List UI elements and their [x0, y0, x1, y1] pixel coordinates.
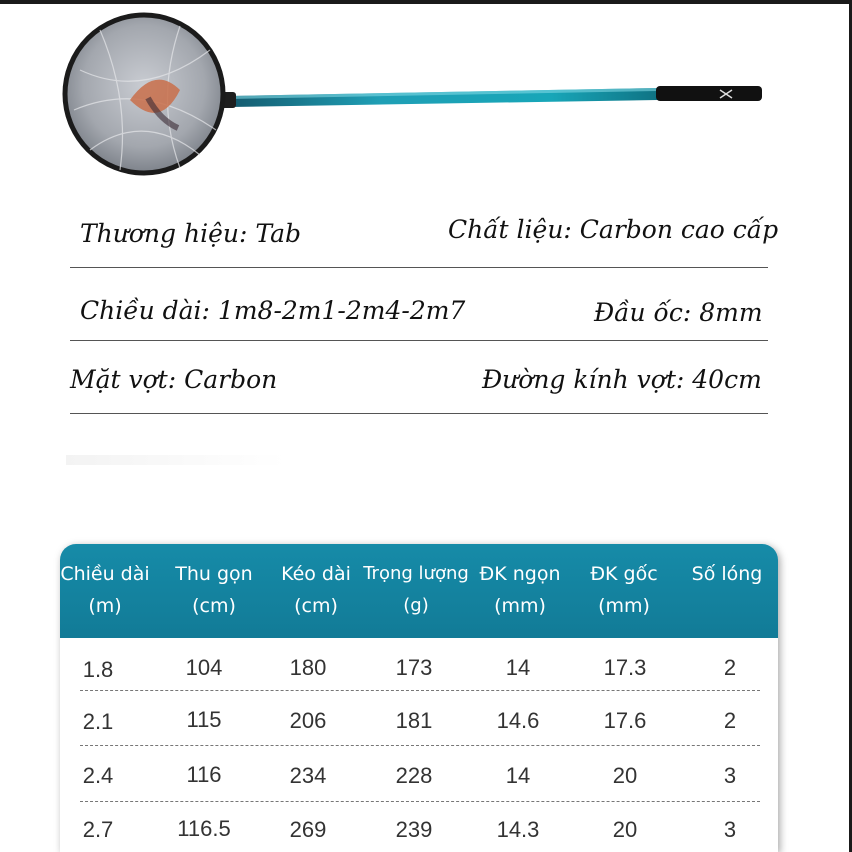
row-divider — [80, 745, 760, 746]
table-cell: 3 — [723, 817, 737, 842]
table-cell: 2 — [723, 708, 737, 733]
divider — [70, 413, 768, 414]
table-header — [60, 544, 778, 638]
table-cell: 269 — [289, 817, 327, 842]
table-cell: 2.7 — [82, 817, 114, 842]
spec-net-face: Mặt vợt: Carbon — [70, 365, 278, 394]
header-base-diameter: ĐK gốc (mm) — [590, 563, 658, 617]
frame-top-border — [0, 0, 852, 4]
spec-table — [60, 544, 778, 852]
spec-brand: Thương hiệu: Tab — [80, 219, 301, 248]
table-cell: 234 — [289, 763, 327, 788]
table-cell: 239 — [395, 817, 433, 842]
table-cell: 14.3 — [496, 817, 540, 842]
table-cell: 17.6 — [603, 708, 647, 733]
header-length: Chiều dài (m) — [60, 563, 150, 617]
header-sections: Số lóng — [691, 563, 763, 585]
table-cell: 2 — [723, 655, 737, 680]
header-extended: Kéo dài (cm) — [281, 563, 351, 617]
table-cell: 2.1 — [82, 709, 114, 734]
faint-mark — [66, 455, 286, 465]
divider — [70, 267, 768, 268]
landing-net-image — [60, 10, 780, 190]
table-cell: 104 — [185, 655, 223, 680]
header-collapsed: Thu gọn (cm) — [175, 563, 253, 617]
table-cell: 115 — [186, 707, 222, 732]
spec-thread: Đầu ốc: 8mm — [594, 298, 763, 327]
table-cell: 2.4 — [82, 763, 114, 788]
table-cell: 14 — [505, 655, 531, 680]
table-cell: 173 — [395, 655, 433, 680]
table-cell: 14 — [505, 763, 531, 788]
table-cell: 14.6 — [496, 708, 540, 733]
table-cell: 3 — [723, 763, 737, 788]
table-cell: 1.8 — [82, 657, 114, 682]
table-cell: 17.3 — [603, 655, 647, 680]
table-cell: 20 — [612, 763, 638, 788]
pole-grip — [656, 86, 762, 101]
table-cell: 206 — [289, 708, 327, 733]
table-cell: 181 — [395, 708, 433, 733]
header-tip-diameter: ĐK ngọn (mm) — [479, 563, 561, 617]
table-cell: 20 — [612, 817, 638, 842]
row-divider — [80, 801, 760, 802]
row-divider — [80, 690, 760, 691]
divider — [70, 340, 768, 341]
table-cell: 228 — [395, 763, 433, 788]
spec-diameter: Đường kính vợt: 40cm — [482, 365, 762, 394]
table-cell: 116.5 — [177, 816, 231, 841]
table-cell: 180 — [289, 655, 327, 680]
spec-length: Chiều dài: 1m8-2m1-2m4-2m7 — [80, 296, 466, 325]
header-weight: Trọng lượng (g) — [363, 563, 469, 616]
spec-material: Chất liệu: Carbon cao cấp — [448, 215, 779, 244]
table-cell: 116 — [186, 762, 222, 787]
